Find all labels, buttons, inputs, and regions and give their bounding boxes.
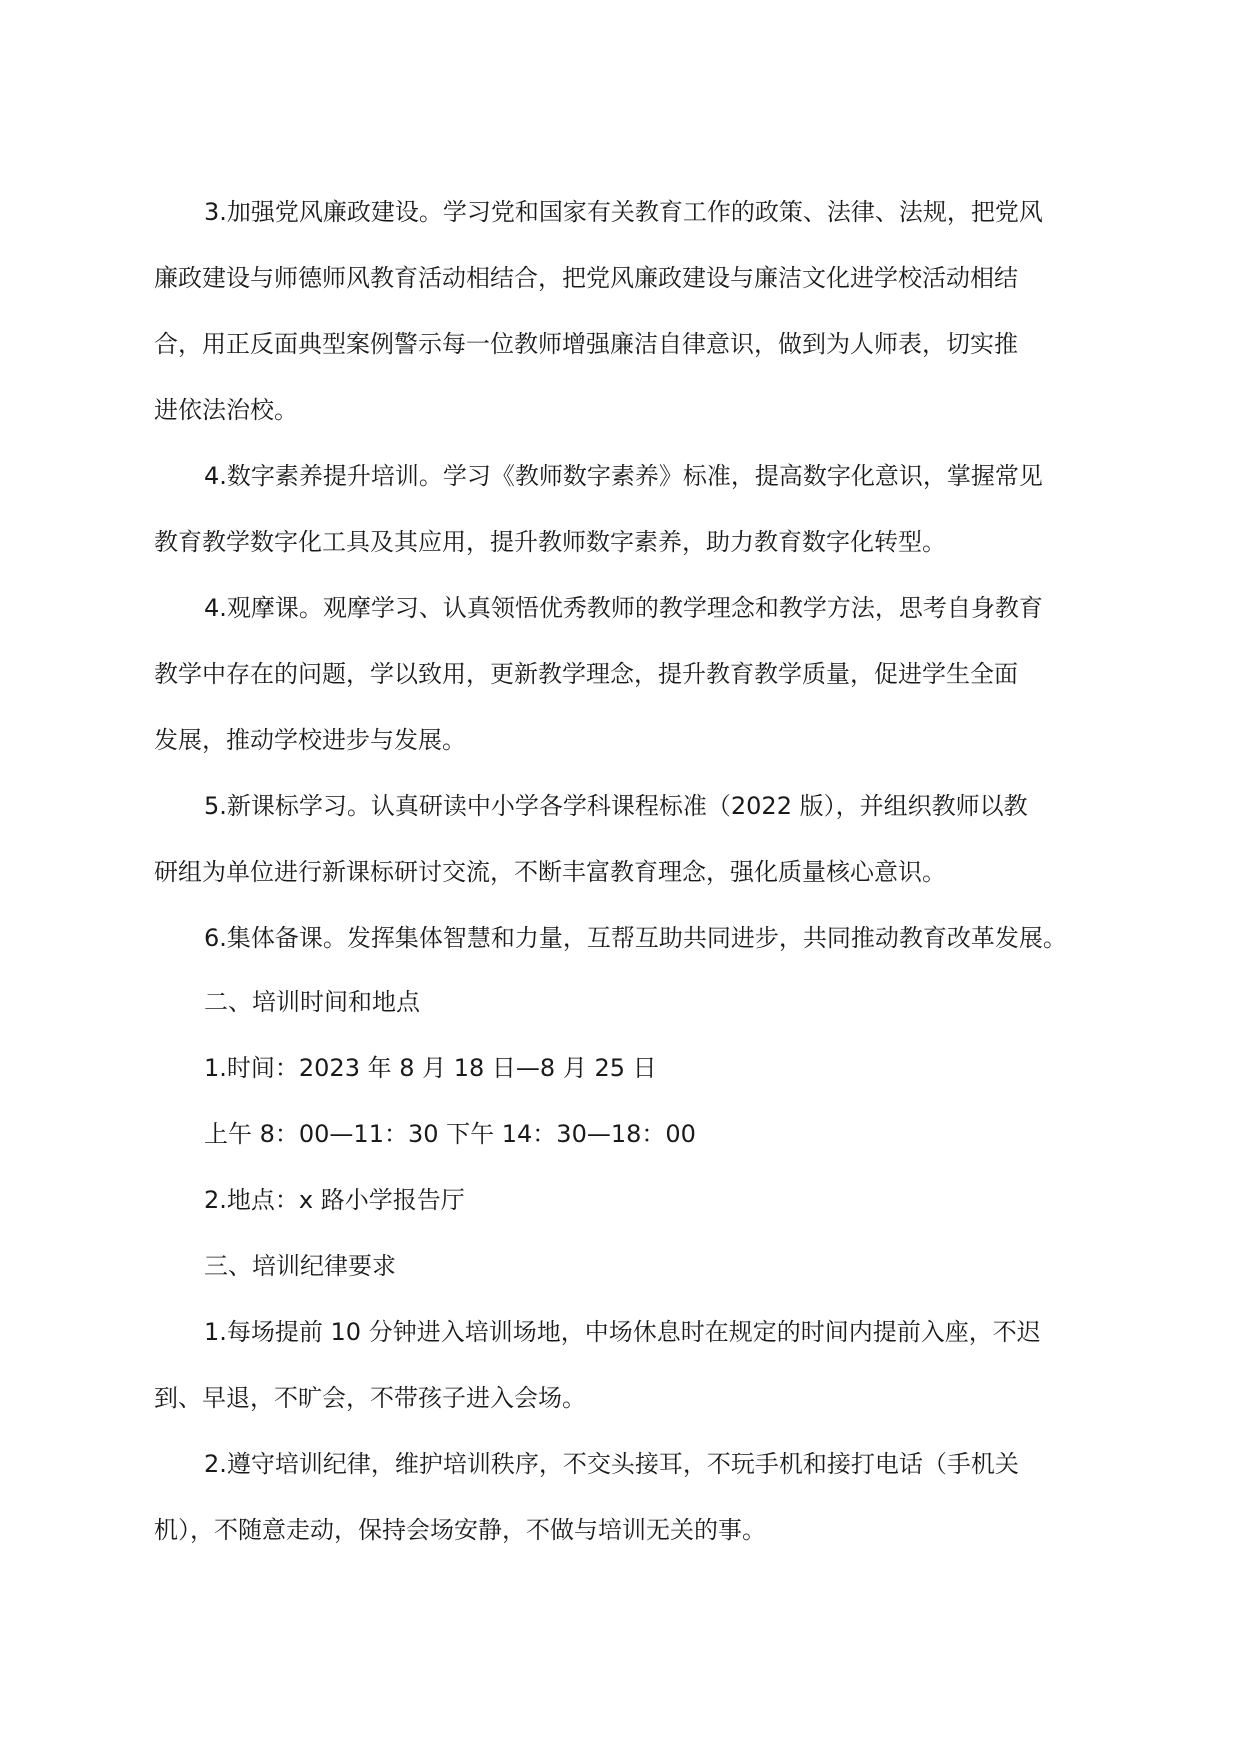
paragraph-4b-line-3: 发展，推动学校进步与发展。 (154, 726, 466, 754)
rule-1-line-2: 到、早退，不旷会，不带孩子进入会场。 (154, 1384, 586, 1412)
paragraph-4b-line-2: 教学中存在的问题，学以致用，更新教学理念，提升教育教学质量，促进学生全面 (154, 660, 1018, 688)
rule-1-line-1: 1.每场提前 10 分钟进入培训场地，中场休息时在规定的时间内提前入座，不迟 (204, 1318, 1041, 1346)
training-hours: 上午 8：00—11：30 下午 14：30—18：00 (204, 1120, 696, 1148)
paragraph-5-line-1: 5.新课标学习。认真研读中小学各学科课程标准（2022 版），并组织教师以教 (204, 792, 1028, 820)
section-heading-3: 三、培训纪律要求 (204, 1252, 396, 1280)
rule-2-line-2: 机），不随意走动，保持会场安静，不做与培训无关的事。 (154, 1516, 766, 1544)
section-heading-2: 二、培训时间和地点 (204, 988, 420, 1016)
paragraph-3-line-2: 廉政建设与师德师风教育活动相结合，把党风廉政建设与廉洁文化进学校活动相结 (154, 264, 1018, 292)
training-location: 2.地点：x 路小学报告厅 (204, 1186, 465, 1214)
paragraph-5-line-2: 研组为单位进行新课标研讨交流，不断丰富教育理念，强化质量核心意识。 (154, 858, 946, 886)
paragraph-3-line-1: 3.加强党风廉政建设。学习党和国家有关教育工作的政策、法律、法规，把党风 (204, 198, 1043, 226)
paragraph-6-line-1: 6.集体备课。发挥集体智慧和力量，互帮互助共同进步，共同推动教育改革发展。 (204, 924, 1067, 952)
paragraph-3-line-4: 进依法治校。 (154, 396, 298, 424)
training-time: 1.时间：2023 年 8 月 18 日—8 月 25 日 (204, 1054, 657, 1082)
rule-2-line-1: 2.遵守培训纪律，维护培训秩序，不交头接耳，不玩手机和接打电话（手机关 (204, 1450, 1019, 1478)
paragraph-4a-line-1: 4.数字素养提升培训。学习《教师数字素养》标准，提高数字化意识，掌握常见 (204, 462, 1043, 490)
paragraph-3-line-3: 合，用正反面典型案例警示每一位教师增强廉洁自律意识，做到为人师表，切实推 (154, 330, 1018, 358)
paragraph-4a-line-2: 教育教学数字化工具及其应用，提升教师数字素养，助力教育数字化转型。 (154, 528, 946, 556)
paragraph-4b-line-1: 4.观摩课。观摩学习、认真领悟优秀教师的教学理念和教学方法，思考自身教育 (204, 594, 1043, 622)
